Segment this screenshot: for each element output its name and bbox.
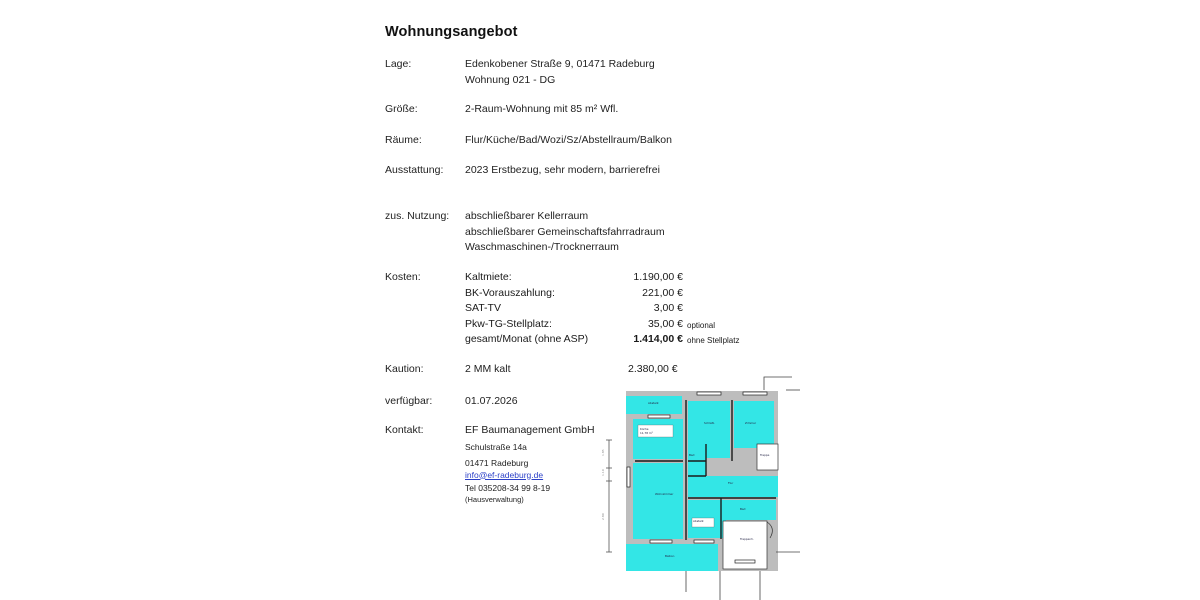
floor-plan-image (600, 372, 800, 600)
field-value: 2023 Erstbezug, sehr modern, barrierefrei (465, 164, 660, 176)
field-value: Flur/Küche/Bad/Wozi/Sz/Abstellraum/Balkon (465, 134, 672, 146)
cost-name: BK-Vorauszahlung: (465, 286, 555, 299)
field-label: Kontakt: (385, 424, 424, 436)
svg-text:Zimmer: Zimmer (745, 421, 757, 425)
field-label: Ausstattung: (385, 164, 444, 176)
cost-row (465, 270, 765, 286)
svg-text:Bad: Bad (689, 453, 695, 457)
svg-text:Wohnzimmer: Wohnzimmer (655, 492, 674, 496)
svg-text:2.80: 2.80 (601, 513, 605, 520)
cost-name: SAT-TV (465, 302, 501, 314)
dimension-line (606, 440, 612, 552)
cost-row (465, 286, 765, 302)
contact-phone: Tel 035208-34 99 8-19 (465, 482, 551, 493)
contact-email-link[interactable]: info@ef-radeburg.de (465, 469, 544, 480)
svg-text:Balkon: Balkon (665, 554, 675, 558)
contact-street: Schulstraße 14a (465, 441, 527, 452)
field-label: Kaution: (385, 363, 424, 375)
field-label: Räume: (385, 134, 422, 146)
address-line: Edenkobener Straße 9, 01471 Radeburg (465, 58, 655, 70)
cost-amount: 1.190,00 € (633, 271, 683, 283)
page-title: Wohnungsangebot (385, 24, 518, 40)
cost-note: optional (687, 320, 716, 330)
svg-text:Küche: Küche (640, 427, 649, 431)
svg-text:Schlafz.: Schlafz. (704, 421, 715, 425)
field-value (465, 57, 655, 88)
usage-item: abschließbarer Gemeinschaftsfahrradraum (465, 225, 665, 238)
cost-total-amount: 1.414,00 € (633, 333, 683, 345)
usage-item: Waschmaschinen-/Trocknerraum (465, 241, 619, 253)
cost-amount: 3,00 € (653, 302, 683, 314)
svg-text:Treppenh.: Treppenh. (740, 537, 754, 541)
cost-amount: 221,00 € (642, 286, 683, 299)
cost-amount: 35,00 € (647, 317, 683, 330)
svg-text:Treppe: Treppe (760, 453, 770, 457)
field-label: Lage: (385, 58, 412, 70)
contact-city: 01471 Radeburg (465, 457, 529, 468)
contact-block (465, 423, 595, 506)
contact-note: (Hausverwaltung) (465, 494, 524, 504)
cost-row (465, 317, 765, 333)
field-value: 2 MM kalt (465, 363, 511, 375)
svg-text:Flur: Flur (728, 481, 734, 485)
svg-text:11,78 m²: 11,78 m² (640, 431, 653, 435)
cost-name: gesamt/Monat (ohne ASP) (465, 333, 589, 345)
field-value: 01.07.2026 (465, 395, 518, 407)
field-label: zus. Nutzung: (385, 210, 450, 222)
svg-text:Bad: Bad (740, 507, 746, 511)
usage-item: abschließbarer Kellerraum (465, 210, 589, 222)
svg-text:Abstellr.: Abstellr. (648, 401, 660, 405)
cost-name: Kaltmiete: (465, 271, 512, 283)
svg-text:1.85: 1.85 (601, 449, 605, 456)
svg-text:1.10: 1.10 (601, 469, 605, 476)
field-value (465, 209, 665, 256)
field-label: Kosten: (385, 271, 421, 283)
cost-row (465, 301, 765, 317)
field-label: Größe: (385, 103, 418, 115)
cost-name: Pkw-TG-Stellplatz: (465, 317, 552, 330)
field-label: verfügbar: (385, 395, 433, 407)
svg-text:Abstellr.: Abstellr. (693, 519, 705, 523)
field-value: 2-Raum-Wohnung mit 85 m² Wfl. (465, 103, 619, 115)
unit-line: Wohnung 021 - DG (465, 73, 556, 86)
deposit-amount: 2.380,00 € (628, 363, 678, 375)
contact-company: EF Baumanagement GmbH (465, 424, 595, 436)
cost-table (465, 270, 765, 348)
cost-total-row (465, 332, 765, 348)
cost-note: ohne Stellplatz (687, 336, 740, 345)
